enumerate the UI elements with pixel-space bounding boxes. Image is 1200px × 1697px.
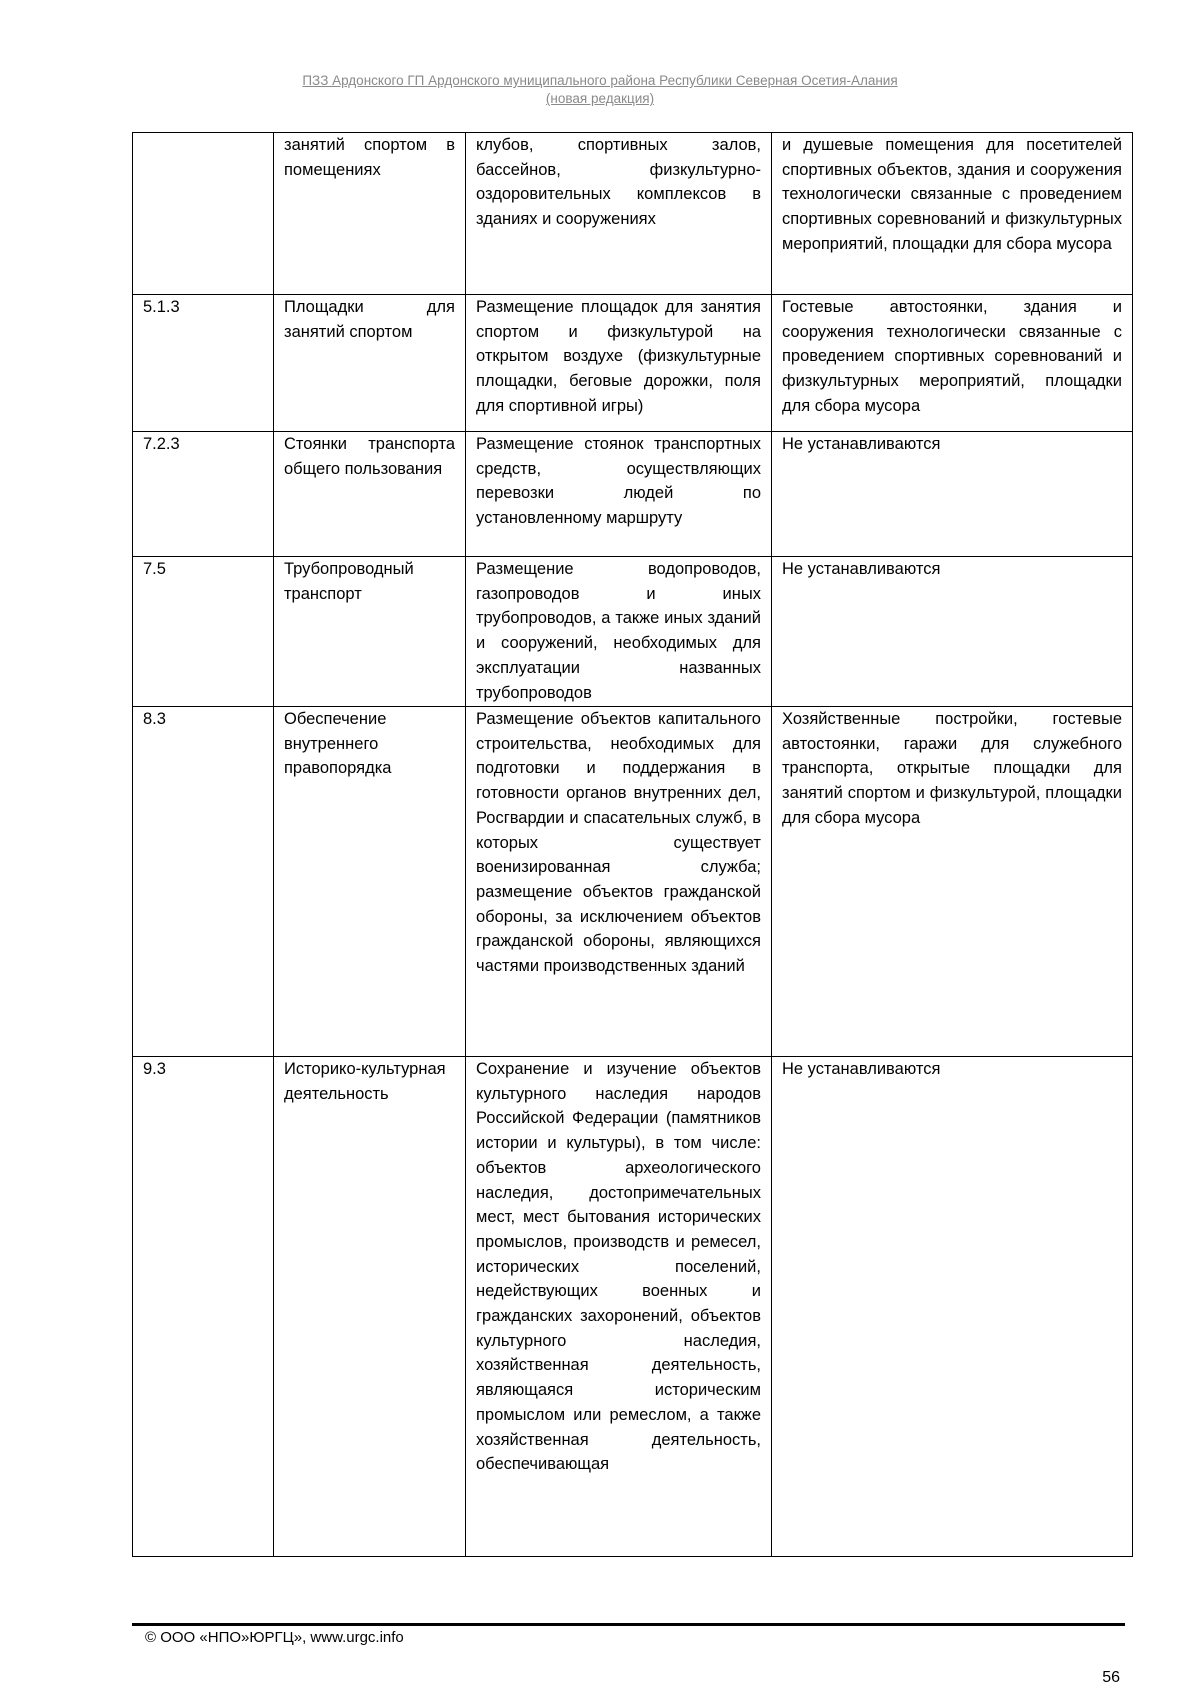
cell-code: 8.3 <box>133 707 274 1057</box>
cell-code: 7.5 <box>133 557 274 707</box>
table-row <box>133 432 1133 557</box>
footer-divider <box>132 1623 1125 1626</box>
cell-code: 7.2.3 <box>133 432 274 557</box>
cell-description: Размещение водопроводов, газопроводов и иных трубопроводов, а также иных зданий и сооружений, необходимых для эксплуатации названных трубопроводов <box>466 557 772 707</box>
cell-auxiliary: Гостевые автостоянки, здания и сооружения технологически связанные с проведением спортивных соревнований и физкультурных мероприятий, площадки для сбора мусора <box>772 295 1133 432</box>
cell-name: Стоянки транспорта общего пользования <box>274 432 466 557</box>
cell-code: 5.1.3 <box>133 295 274 432</box>
cell-name: Обеспечение внутреннего правопорядка <box>274 707 466 1057</box>
cell-description: Размещение площадок для занятия спортом и физкультурой на открытом воздухе (физкультурные площадки, беговые дорожки, поля для спортивной игры) <box>466 295 772 432</box>
table-row <box>133 133 1133 295</box>
cell-name: Историко-культурная деятельность <box>274 1057 466 1557</box>
cell-name: Трубопроводный транспорт <box>274 557 466 707</box>
cell-description: Сохранение и изучение объектов культурного наследия народов Российской Федерации (памятников истории и культуры), в том числе: объектов археологического наследия, достопримечательных мест, мест бытования исторических промыслов, производств и ремесел, исторических поселений, недействующих военных и гражданских захоронений, объектов культурного наследия, хозяйственная деятельность, являющаяся историческим промыслом или ремеслом, а также хозяйственная деятельность, обеспечивающая <box>466 1057 772 1557</box>
cell-description: Размещение объектов капитального строительства, необходимых для подготовки и поддержания в готовности органов внутренних дел, Росгвардии и спасательных служб, в которых существует военизированная служба; размещение объектов гражданской обороны, за исключением объектов гражданской обороны, являющихся частями производственных зданий <box>466 707 772 1057</box>
cell-auxiliary: Хозяйственные постройки, гостевые автостоянки, гаражи для служебного транспорта, открытые площадки для занятий спортом и физкультурой, площадки для сбора мусора <box>772 707 1133 1057</box>
page-header <box>0 72 1200 108</box>
cell-auxiliary: и душевые помещения для посетителей спортивных объектов, здания и сооружения технологически связанные с проведением спортивных соревнований и физкультурных мероприятий, площадки для сбора мусора <box>772 133 1133 295</box>
cell-auxiliary: Не устанавливаются <box>772 557 1133 707</box>
cell-description: клубов, спортивных залов, бассейнов, физкультурно-оздоровительных комплексов в зданиях и сооружениях <box>466 133 772 295</box>
table-row <box>133 557 1133 707</box>
land-use-table <box>132 132 1133 1557</box>
cell-auxiliary: Не устанавливаются <box>772 432 1133 557</box>
cell-name: Площадки для занятий спортом <box>274 295 466 432</box>
page-number: 56 <box>1102 1669 1120 1686</box>
table-row <box>133 295 1133 432</box>
cell-description: Размещение стоянок транспортных средств, осуществляющих перевозки людей по установленному маршруту <box>466 432 772 557</box>
cell-name: занятий спортом в помещениях <box>274 133 466 295</box>
cell-code <box>133 133 274 295</box>
footer-copyright: © ООО «НПО»ЮРГЦ», www.urgc.info <box>145 1629 404 1646</box>
header-subtitle: (новая редакция) <box>545 91 655 106</box>
cell-auxiliary: Не устанавливаются <box>772 1057 1133 1557</box>
table-row <box>133 1057 1133 1557</box>
table-row <box>133 707 1133 1057</box>
cell-code: 9.3 <box>133 1057 274 1557</box>
header-title: ПЗЗ Ардонского ГП Ардонского муниципального района Республики Северная Осетия-Алания <box>302 73 898 88</box>
